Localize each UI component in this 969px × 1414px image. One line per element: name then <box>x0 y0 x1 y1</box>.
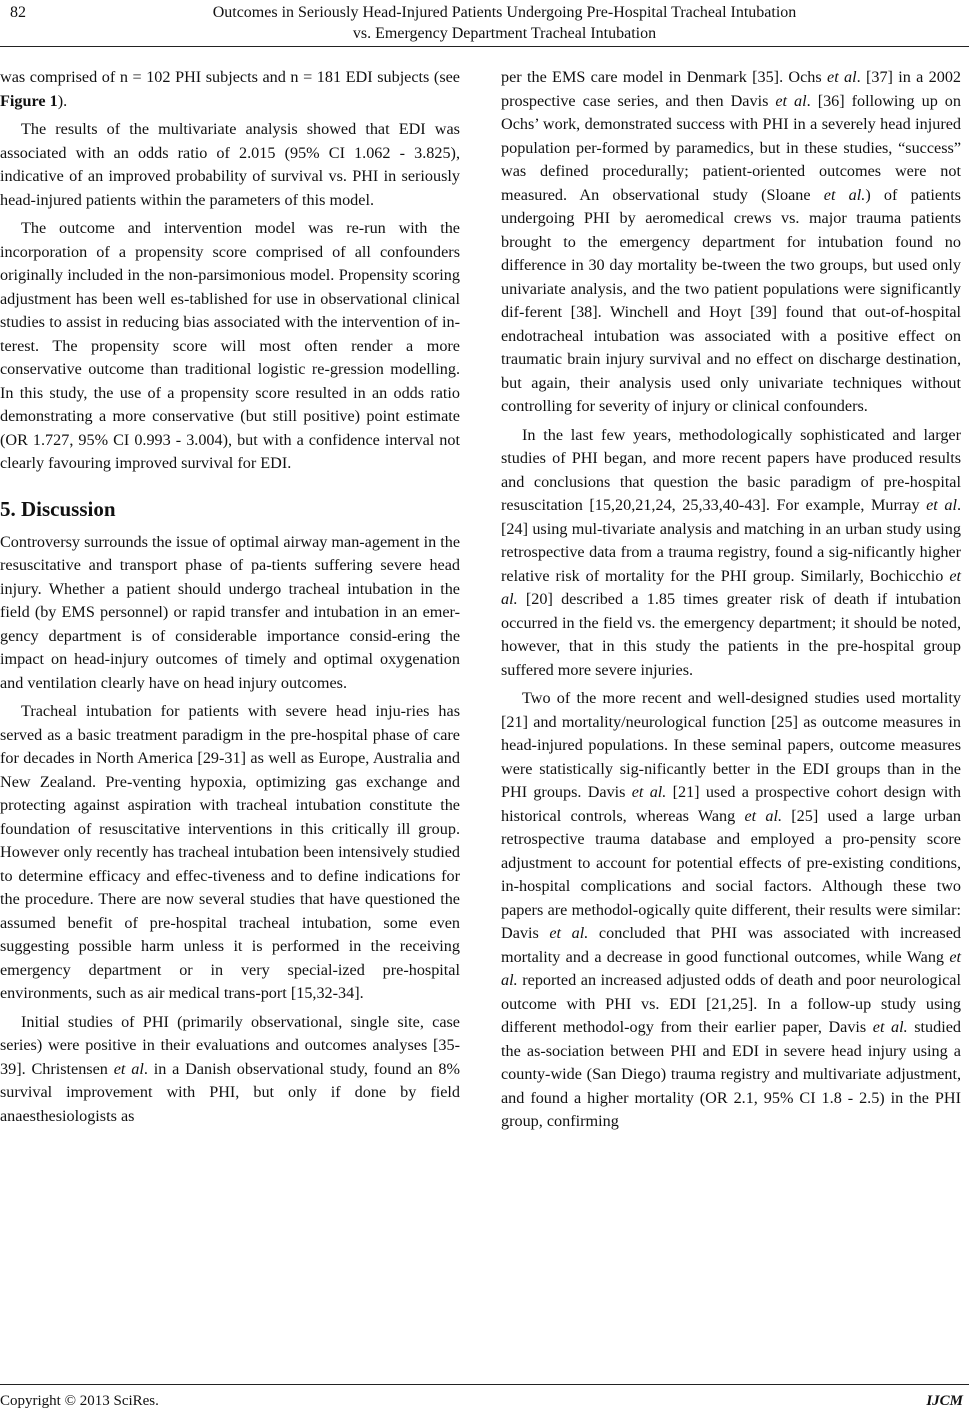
paragraph <box>501 66 961 419</box>
right-column <box>501 66 961 1134</box>
et-al: et al <box>926 496 957 514</box>
text: studied the as-sociation between PHI and EDI in severe head injury using a county-wide (San Diego) trauma registry and multivariate adjustment, and found a higher mortality (OR 2.1, 95% CI 1.8 - 2.5) in the PHI group, confirming <box>501 1018 961 1130</box>
text: ). <box>57 91 68 110</box>
text: concluded that PHI was associated with increased mortality and a decrease in good functional outcomes, while Wang <box>501 924 962 966</box>
left-column <box>0 66 460 1128</box>
paragraph <box>501 687 961 1134</box>
footer-copyright: Copyright © 2013 SciRes. <box>0 1393 159 1409</box>
paragraph <box>501 424 961 683</box>
et-al: et al. <box>549 924 589 942</box>
footer-journal-name: IJCM <box>926 1393 963 1409</box>
et-al: et al. <box>744 806 783 825</box>
footer-rule <box>0 1384 969 1385</box>
text: reported an increased adjusted odds of death and poor neurological outcome with PHI vs. EDI [21,25]. In a follow-up study using different methodol-ogy from their earlier paper, Davis <box>501 971 961 1036</box>
et-al: et al. <box>872 1018 908 1036</box>
paragraph <box>0 66 460 113</box>
running-header-line-1: Outcomes in Seriously Head-Injured Patients Undergoing Pre-Hospital Tracheal Intubation <box>212 4 797 21</box>
text: [20] described a 1.85 times greater risk of death if intubation occurred in the field vs. the emergency department; it should be noted, however, that in this study the patients in the pre-hospital group suffered more severe injuries. <box>501 590 961 679</box>
text: . [24] using mul-tivariate analysis and matching in an urban study using retrospective data from a trauma registry, found a sig-nificantly higher relative risk of mortality for the PHI group. Similarly, Bochicchio <box>501 496 961 585</box>
text: . [37] in a 2002 prospective case series, and then Davis <box>501 68 962 110</box>
text: Initial studies of PHI (primarily observational, single site, case series) were positive in their evaluations and outcomes analyses [35-39]. Christensen <box>0 1012 460 1078</box>
et-al: et al <box>775 91 807 110</box>
header-rule <box>0 46 969 47</box>
paragraph: Controversy surrounds the issue of optimal airway man-agement in the resuscitative and transport phase of pa-tients suffering severe head injury. Whether a patient should undergo tracheal intubation in the field (by EMS personnel) or rapid transfer and intubation in an emer-gency department is of considerable importance consid-ering the impact on head-injury outcomes of timely and optimal oxygenation and ventilation clearly have on head injury outcomes. <box>0 532 460 692</box>
section-heading: 5. Discussion <box>0 496 116 521</box>
text: [25] used a large urban retrospective trauma database and employed a pro-pensity score adjustment to account for potential effects of pre-existing conditions, in-hospital complications and social factors. Although these two papers are methodol-ogically quite different, their results were similar: Davis <box>501 806 961 942</box>
figure-reference: Figure 1 <box>0 91 58 110</box>
text: . [36] following up on Ochs’ work, demonstrated success with PHI in a severely head injured population per-formed by paramedics, but in these studies, “success” was defined procedurally; patient-oriented outcomes were not measured. An observational study (Sloane <box>501 91 961 204</box>
text: In the last few years, methodologically sophisticated and larger studies of PHI began, and more recent papers have produced results and conclusions that question the basic paradigm of pre-hospital resuscitation [15,20,21,24, 25,33,40-43]. For example, Murray <box>501 425 961 514</box>
running-header-line-2: vs. Emergency Department Tracheal Intubation <box>352 25 657 42</box>
text: per the EMS care model in Denmark [35]. Ochs <box>501 68 828 86</box>
text: . in a Danish observational study, found an 8% survival improvement with PHI, but only if done by field anaesthesiologists as <box>0 1059 461 1125</box>
et-al: et al. <box>631 783 667 801</box>
text: [21] used a prospective cohort design with historical controls, whereas Wang <box>501 783 961 825</box>
et-al: et al. <box>501 947 961 989</box>
paragraph: The outcome and intervention model was re-run with the incorporation of a propensity score comprised of all confounders originally included in the non-parsimonious model. Propensity scoring adjustment has been well es-tablished for use in observational clinical studies to assist in reducing bias associated with the intervention of in-terest. The propensity score will most often render a more conservative outcome than traditional logistic re-gression modelling. In this study, the use of a propensity score resulted in an odds ratio demonstrating a more conservative (but still positive) point estimate (OR 1.727, 95% CI 0.993 - 3.004), but with a confidence interval not clearly favouring improved survival for EDI. <box>0 219 460 472</box>
running-header <box>40 2 969 44</box>
paragraph <box>0 1011 460 1129</box>
text: was comprised of n = 102 PHI subjects and n = 181 EDI subjects (see <box>0 68 460 86</box>
et-al: et al <box>827 68 857 86</box>
paragraph: Tracheal intubation for patients with severe head inju-ries has served as a basic treatment paradigm in the pre-hospital phase of care for decades in North America [29-31] as well as Europe, Australia and New Zealand. Pre-venting hypoxia, optimizing gas exchange and protecting against aspiration with tracheal intubation constitute the foundation of resuscitative interventions in this critically ill group. However only recently has tracheal intubation been intensively studied to determine efficacy and effec-tiveness and to define indications for the procedure. There are now several studies that have questioned the assumed benefit of pre-hospital tracheal intubation, some even suggesting possible harm unless it is performed in the receiving emergency department or in very special-ized pre-hospital environments, such as air medical trans-port [15,32-34]. <box>0 702 460 1002</box>
et-al: et al <box>113 1059 144 1078</box>
text: ) of patients undergoing PHI by aeromedical crews vs. major trauma patients brought to the emergency department for intubation found no difference in 30 day mortality be-tween the two groups, but used only univariate analysis, and the two patient populations were significantly dif-ferent [38]. Winchell and Hoyt [39] found that out-of-hospital endotracheal intubation was associated with a positive effect on traumatic brain injury survival and no effect on discharge destination, but again, their analysis used only univariate techniques without controlling for severity of injury or clinical confounders. <box>501 185 961 415</box>
et-al: et al. <box>823 185 866 204</box>
et-al: et al. <box>501 566 961 608</box>
paragraph: The results of the multivariate analysis showed that EDI was associated with an odds ratio of 2.015 (95% CI 1.062 - 3.825), indicative of an improved probability of survival vs. PHI in seriously head-injured patients within the parameters of this model. <box>0 120 460 209</box>
page-number: 82 <box>10 4 26 21</box>
text: Two of the more recent and well-designed studies used mortality [21] and mortality/neurological function [25] as outcome measures in head-injured populations. In these seminal papers, outcome measures were statistically sig-nificantly better in the EDI groups than in the PHI groups. Davis <box>501 689 961 801</box>
